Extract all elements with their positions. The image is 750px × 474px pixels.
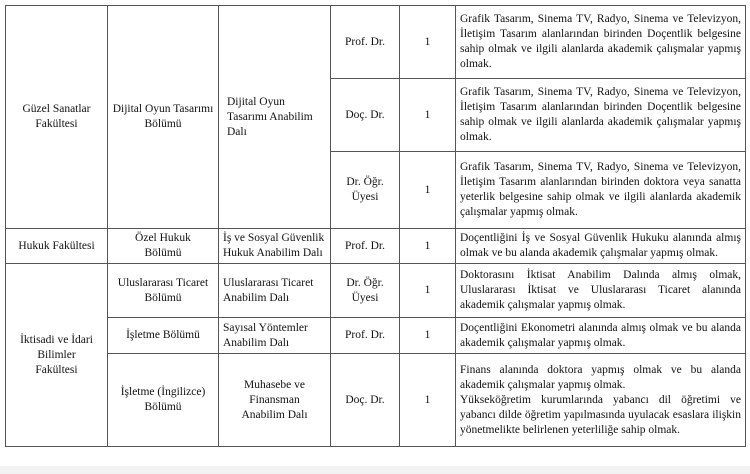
count-cell: 1 xyxy=(400,354,456,447)
requirement-extra-text: Yükseköğretim kurumlarında yabancı dil öğretimi ve yabancı dilde öğretim yapılmasında uyulacak esaslara ilişkin yönetmelikte belirlenen yeterliliğe sahip olmak. xyxy=(460,393,741,436)
requirement-cell: Doçentliğini İş ve Sosyal Güvenlik Hukuku alanında almış olmak ve bu alanda akademik çalışmalar yapmış olmak. xyxy=(456,229,746,264)
count-cell: 1 xyxy=(400,318,456,354)
title-cell: Prof. Dr. xyxy=(331,6,400,79)
anabilim-cell: Dijital Oyun Tasarımı Anabilim Dalı xyxy=(219,6,331,229)
department-cell: İşletme Bölümü xyxy=(108,318,219,354)
requirement-cell: Doktorasını İktisat Anabilim Dalında almış olmak, Uluslararası İktisat ve Uluslararası Ticaret alanında akademik çalışmalar yapmış olmak. xyxy=(456,264,746,318)
title-cell: Prof. Dr. xyxy=(331,229,400,264)
positions-table xyxy=(5,5,746,447)
count-cell: 1 xyxy=(400,152,456,229)
anabilim-cell: Sayısal Yöntemler Anabilim Dalı xyxy=(219,318,331,354)
faculty-cell: Güzel Sanatlar Fakültesi xyxy=(6,6,108,229)
faculty-cell: İktisadi ve İdari Bilimler Fakültesi xyxy=(6,264,108,447)
document-page xyxy=(5,5,746,447)
requirement-cell: Grafik Tasarım, Sinema TV, Radyo, Sinema ve Televizyon, İletişim Tasarım alanlarından birinden doktora veya sanatta yeterlik belgesine sahip olmak ve ilgili alanlarda akademik çalışmalar yapmış olmak. xyxy=(456,152,746,229)
table-row xyxy=(6,6,746,79)
table-row xyxy=(6,318,746,354)
title-cell: Dr. Öğr. Üyesi xyxy=(331,264,400,318)
department-cell: Uluslararası Ticaret Bölümü xyxy=(108,264,219,318)
requirement-cell: Grafik Tasarım, Sinema TV, Radyo, Sinema ve Televizyon, İletişim Tasarım alanlarından birinden Doçentlik belgesine sahip olmak ve ilgili alanlarda akademik çalışmalar yapmış olmak. xyxy=(456,79,746,152)
department-cell: Dijital Oyun Tasarımı Bölümü xyxy=(108,6,219,229)
count-cell: 1 xyxy=(400,229,456,264)
table-row xyxy=(6,354,746,447)
title-cell: Doç. Dr. xyxy=(331,354,400,447)
count-cell: 1 xyxy=(400,264,456,318)
title-cell: Doç. Dr. xyxy=(331,79,400,152)
requirement-text: Finans alanında doktora yapmış olmak ve bu alanda akademik çalışmalar yapmış olmak. xyxy=(460,363,741,391)
requirement-cell: Doçentliğini Ekonometri alanında almış olmak ve bu alanda akademik çalışmalar yapmış olmak. xyxy=(456,318,746,354)
page-bottom-strip xyxy=(0,466,750,474)
table-row xyxy=(6,229,746,264)
faculty-cell: Hukuk Fakültesi xyxy=(6,229,108,264)
title-cell: Dr. Öğr. Üyesi xyxy=(331,152,400,229)
count-cell: 1 xyxy=(400,79,456,152)
requirement-cell: Grafik Tasarım, Sinema TV, Radyo, Sinema ve Televizyon, İletişim Tasarım alanlarından birinden Doçentlik belgesine sahip olmak ve ilgili alanlarda akademik çalışmalar yapmış olmak. xyxy=(456,6,746,79)
anabilim-cell: Muhasebe ve Finansman Anabilim Dalı xyxy=(219,354,331,447)
anabilim-cell: İş ve Sosyal Güvenlik Hukuk Anabilim Dalı xyxy=(219,229,331,264)
count-cell: 1 xyxy=(400,6,456,79)
department-cell: Özel Hukuk Bölümü xyxy=(108,229,219,264)
department-cell: İşletme (İngilizce) Bölümü xyxy=(108,354,219,447)
anabilim-cell: Uluslararası Ticaret Anabilim Dalı xyxy=(219,264,331,318)
title-cell: Prof. Dr. xyxy=(331,318,400,354)
requirement-cell xyxy=(456,354,746,447)
table-row xyxy=(6,264,746,318)
